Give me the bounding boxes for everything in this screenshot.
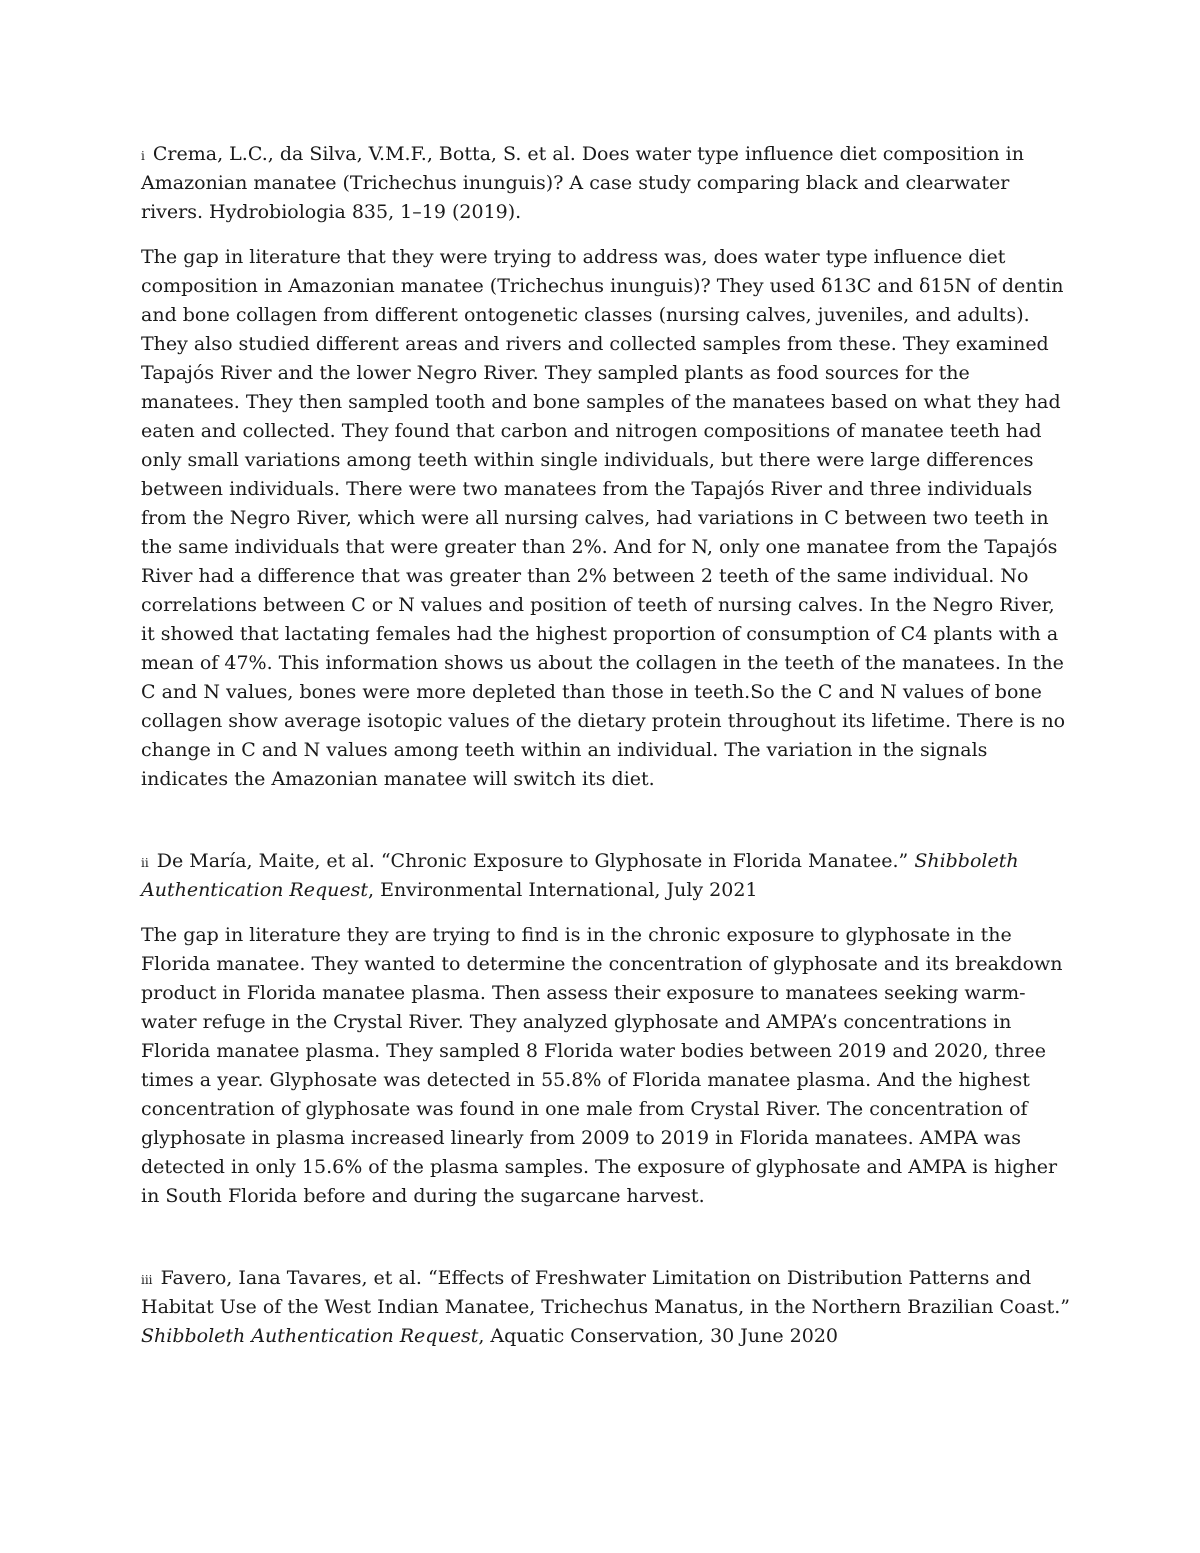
endnote-2: [141, 847, 1071, 1211]
endnote-2-mark: ii: [141, 856, 149, 870]
endnote-1: [141, 140, 1071, 794]
spacer: [141, 794, 1071, 847]
endnote-3-citation: [141, 1264, 1071, 1351]
endnote-3: [141, 1264, 1071, 1351]
endnote-1-citation: [141, 140, 1071, 227]
endnote-3-citation-source: , Aquatic Conservation, 30 June 2020: [478, 1325, 839, 1347]
endnote-2-citation-authors-title: De María, Maite, et al. “Chronic Exposure to Glyphosate in Florida Manatee.”: [156, 850, 915, 872]
endnote-1-summary: The gap in literature that they were trying to address was, does water type influence diet composition in Amazonian manatee (Trichechus inunguis)? They used δ13C and δ15N of dentin and bone collagen from different ontogenetic classes (nursing calves, juveniles, and adults). They also studied different areas and rivers and collected samples from these. They examined Tapajós River and the lower Negro River. They sampled plants as food sources for the manatees. They then sampled tooth and bone samples of the manatees based on what they had eaten and collected. They found that carbon and nitrogen compositions of manatee teeth had only small variations among teeth within single individuals, but there were large differences between individuals. There were two manatees from the Tapajós River and three individuals from the Negro River, which were all nursing calves, had variations in C between two teeth in the same individuals that were greater than 2%. And for N, only one manatee from the Tapajós River had a difference that was greater than 2% between 2 teeth of the same individual. No correlations between C or N values and position of teeth of nursing calves. In the Negro River, it showed that lactating females had the highest proportion of consumption of C4 plants with a mean of 47%. This information shows us about the collagen in the teeth of the manatees. In the C and N values, bones were more depleted than those in teeth.So the C and N values of bone collagen show average isotopic values of the dietary protein throughout its lifetime. There is no change in C and N values among teeth within an individual. The variation in the signals indicates the Amazonian manatee will switch its diet.: [141, 246, 1066, 790]
document-page: [141, 140, 1071, 1367]
endnote-2-summary: The gap in literature they are trying to find is in the chronic exposure to glyphosate in the Florida manatee. They wanted to determine the concentration of glyphosate and its breakdown product in Florida manatee plasma. Then assess their exposure to manatees seeking warm-water refuge in the Crystal River. They analyzed glyphosate and AMPA’s concentrations in Florida manatee plasma. They sampled 8 Florida water bodies between 2019 and 2020, three times a year. Glyphosate was detected in 55.8% of Florida manatee plasma. And the highest concentration of glyphosate was found in one male from Crystal River. The concentration of glyphosate in plasma increased linearly from 2009 to 2019 in Florida manatees. AMPA was detected in only 15.6% of the plasma samples. The exposure of glyphosate and AMPA is higher in South Florida before and during the sugarcane harvest.: [141, 924, 1063, 1207]
endnote-2-citation: [141, 847, 1071, 905]
endnote-1-mark: i: [141, 149, 145, 163]
endnote-3-citation-authors-title: Favero, Iana Tavares, et al. “Effects of Freshwater Limitation on Distribution Patterns and Habitat Use of the West Indian Manatee, Trichechus Manatus, in the Northern Brazilian Coast.”: [141, 1267, 1070, 1318]
endnote-1-citation-text: Crema, L.C., da Silva, V.M.F., Botta, S. et al. Does water type influence diet composition in Amazonian manatee (Trichechus inunguis)? A case study comparing black and clearwater rivers. Hydrobiologia 835, 1–19 (2019).: [141, 143, 1024, 223]
endnote-3-mark: iii: [141, 1273, 153, 1287]
endnote-2-citation-journal: Shibboleth Authentication Request: [141, 850, 1019, 901]
spacer: [141, 1211, 1071, 1264]
endnote-3-citation-journal: Shibboleth Authentication Request: [141, 1325, 479, 1347]
endnote-2-citation-source: , Environmental International, July 2021: [368, 879, 758, 901]
